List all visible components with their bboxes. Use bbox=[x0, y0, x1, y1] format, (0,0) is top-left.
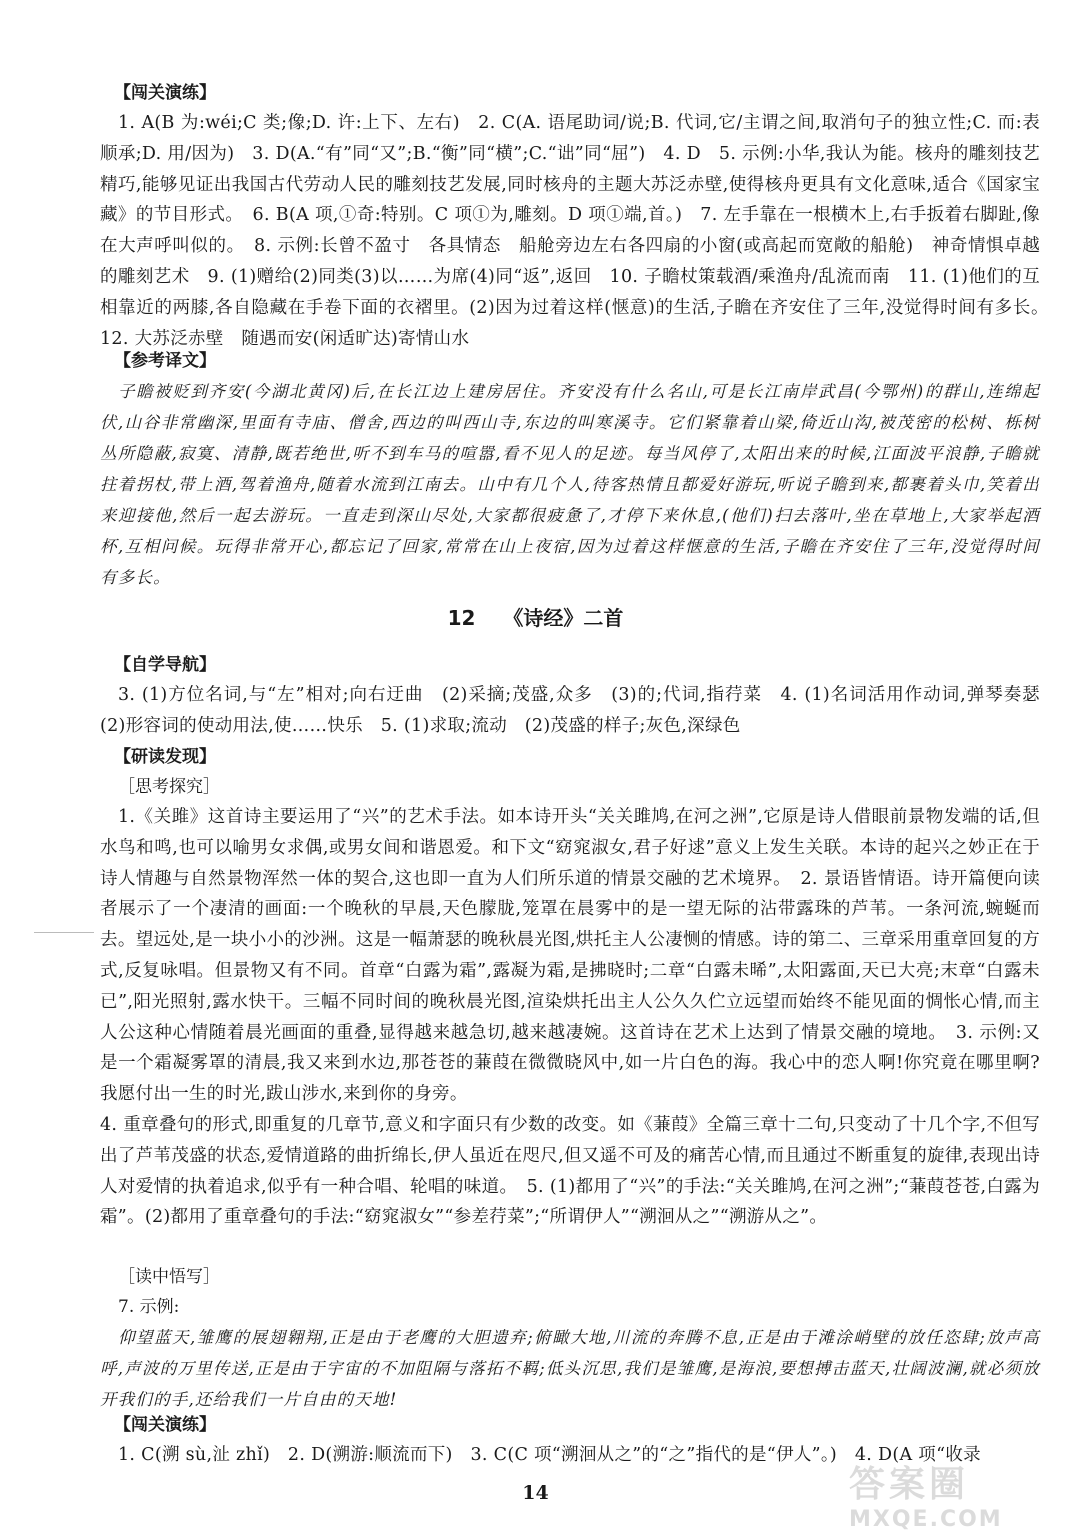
watermark-cn: 答案圈 bbox=[849, 1464, 970, 1505]
think-explore-answers-2: 4. 重章叠句的形式,即重复的几章节,意义和字面只有少数的改变。如《蒹葭》全篇三章十二句,只变动了十几个字,不但写出了芦苇茂盛的状态,爱情道路的曲折绵长,伊人虽近在咫尺,但又遥不可及的痛苦心情,而且通过不断重复的旋律,表现出诗人对爱情的执着追求,似乎有一种合唱、轮唱的味道。 5. (1)都用了“兴”的手法:“关关雎鸠,在河之洲”;“蒹葭苍苍,白露为霜”。(2)都用了重章叠句的手法:“窈窕淑女”“参差荇菜”;“所谓伊人”“溯洄从之”“溯游从之”。 bbox=[100, 1114, 1040, 1228]
think-explore-answers-1: 1.《关雎》这首诗主要运用了“兴”的艺术手法。如本诗开头“关关雎鸠,在河之洲”,它原是诗人借眼前景物发端的话,但水鸟和鸣,也可以喻男女求偶,或男女间和谐恩爱。和下文“窈窕淑女,君子好逑”意义上发生关联。本诗的起兴之妙正在于诗人情趣与自然景物浑然一体的契合,这也即一直为人们所乐道的情景交融的艺术境界。 2. 景语皆情语。诗开篇便向读者展示了一个凄清的画面:一个晚秋的早晨,天色朦胧,笼罩在晨雾中的是一望无际的沾带露珠的芦苇。一条河流,蜿蜒而去。望远处,是一块小小的沙洲。这是一幅萧瑟的晚秋晨光图,烘托主人公凄恻的情感。诗的第二、三章采用重章回复的方式,反复咏唱。但景物又有不同。首章“白露为霜”,露凝为霜,是拂晓时;二章“白露未晞”,太阳露面,天已大亮;末章“白露未已”,阳光照射,露水快干。三幅不同时间的晚秋晨光图,渲染烘托出主人公久久伫立远望而始终不能见面的惆怅心情,而主人公这种心情随着晨光画面的重叠,显得越来越急切,越来越凄婉。这首诗在艺术上达到了情景交融的境地。 3. 示例:又是一个霜凝雾罩的清晨,我又来到水边,那苍苍的蒹葭在微微晓风中,如一片白色的海。我心中的恋人啊!你究竟在哪里啊?我愿付出一生的时光,跋山涉水,来到你的身旁。 bbox=[100, 807, 1040, 1105]
section-read-write bbox=[100, 1262, 1040, 1415]
translation-heading: 【参考译文】 bbox=[114, 351, 216, 371]
practice-heading: 【闯关演练】 bbox=[114, 83, 216, 103]
lesson-number: 12 bbox=[447, 606, 476, 630]
watermark-logo bbox=[849, 1456, 1049, 1532]
section-study-discovery bbox=[100, 742, 1040, 1233]
translation-text: 子瞻被贬到齐安(今湖北黄冈)后,在长江边上建房居住。齐安没有什么名山,可是长江南岸武昌(今鄂州)的群山,连绵起伏,山谷非常幽深,里面有寺庙、僧舍,西边的叫西山寺,东边的叫寒溪寺。它们紧靠着山梁,倚近山沟,被茂密的松树、栎树丛所隐蔽,寂寞、清静,既若绝世,听不到车马的喧嚣,看不见人的足迹。每当风停了,太阳出来的时候,江面波平浪静,子瞻就拄着拐杖,带上酒,驾着渔舟,随着水流到江南去。山中有几个人,待客热情且都爱好游玩,听说子瞻到来,都裹着头巾,笑着出来迎接他,然后一起去游玩。一直走到深山尽处,大家都很疲惫了,才停下来休息,(他们)扫去落叶,坐在草地上,大家举起酒杯,互相问候。玩得非常开心,都忘记了回家,常常在山上夜宿,因为过着这样惬意的生活,子瞻在齐安住了三年,没觉得时间有多长。 bbox=[100, 382, 1040, 587]
practice-answers-2: 1. C(溯 sù,沚 zhǐ) 2. D(溯游:顺流而下) 3. C(C 项“溯洄从之”的“之”指代的是“伊人”。) 4. D(A 项“收录 bbox=[118, 1445, 981, 1465]
watermark-en: MXQE.COM bbox=[849, 1507, 1003, 1532]
section-self-study bbox=[100, 650, 1058, 742]
self-study-heading: 【自学导航】 bbox=[114, 655, 216, 675]
page-number: 14 bbox=[522, 1482, 549, 1504]
practice-heading-2: 【闯关演练】 bbox=[114, 1415, 216, 1435]
section-practice-1 bbox=[100, 78, 1058, 354]
think-explore-label: ［思考探究］ bbox=[118, 777, 220, 797]
self-study-answers: 3. (1)方位名词,与“左”相对;向右迂曲 (2)采摘;茂盛,众多 (3)的;代词,指荇菜 4. (1)名词活用作动词,弹琴奏瑟 (2)形容词的使动用法,使……快乐 5. (1)求取;流动 (2)茂盛的样子;灰色,深绿色 bbox=[100, 685, 1058, 736]
scan-mark bbox=[34, 932, 94, 933]
study-discovery-heading: 【研读发现】 bbox=[114, 747, 216, 767]
lesson-name: 《诗经》二首 bbox=[503, 606, 624, 630]
section-translation bbox=[100, 346, 1040, 593]
read-write-label: ［读中悟写］ bbox=[118, 1267, 220, 1287]
example-label: 7. 示例: bbox=[118, 1297, 180, 1317]
practice-answers: 1. A(B 为:wéi;C 类;像;D. 许:上下、左右) 2. C(A. 语尾助词/说;B. 代词,它/主谓之间,取消句子的独立性;C. 而:表顺承;D. 用/因为) 3. D(A.“有”同“又”;B.“衡”同“横”;C.“诎”同“屈”) 4. D 5. 示例:小华,我认为能。核舟的雕刻技艺精巧,能够见证出我国古代劳动人民的雕刻技艺发展,同时核舟的主题大苏泛赤壁,使得核舟更具有文化意味,适合《国家宝藏》的节目形式。 6. B(A 项,①奇:特别。C 项①为,雕刻。D 项①端,首。) 7. 左手靠在一根横木上,右手扳着右脚趾,像在大声呼叫似的。 8. 示例:长曾不盈寸 各具情态 船舱旁边左右各四扇的小窗(或高起而宽敞的船舱) 神奇情惧卓越的雕刻艺术 9. (1)赠给(2)同类(3)以……为席(4)同“返”,返回 10. 子瞻杖策载酒/乘渔舟/乱流而南 11. (1)他们的互相靠近的两膝,各自隐藏在手卷下面的衣褶里。(2)因为过着这样(惬意)的生活,子瞻在齐安住了三年,没觉得时间有多长。 12. 大苏泛赤壁 随遇而安(闲适旷达)寄情山水 bbox=[100, 113, 1058, 349]
example-text: 仰望蓝天,雏鹰的展翅翱翔,正是由于老鹰的大胆遗弃;俯瞰大地,川流的奔腾不息,正是由于滩涂峭壁的放任恣肆;放声高呼,声波的万里传送,正是由于宇宙的不加阻隔与落拓不羁;低头沉思,我们是雏鹰,是海浪,要想搏击蓝天,壮阔波澜,就必须放开我们的手,还给我们一片自由的天地! bbox=[100, 1328, 1040, 1409]
lesson-title bbox=[0, 602, 1071, 631]
